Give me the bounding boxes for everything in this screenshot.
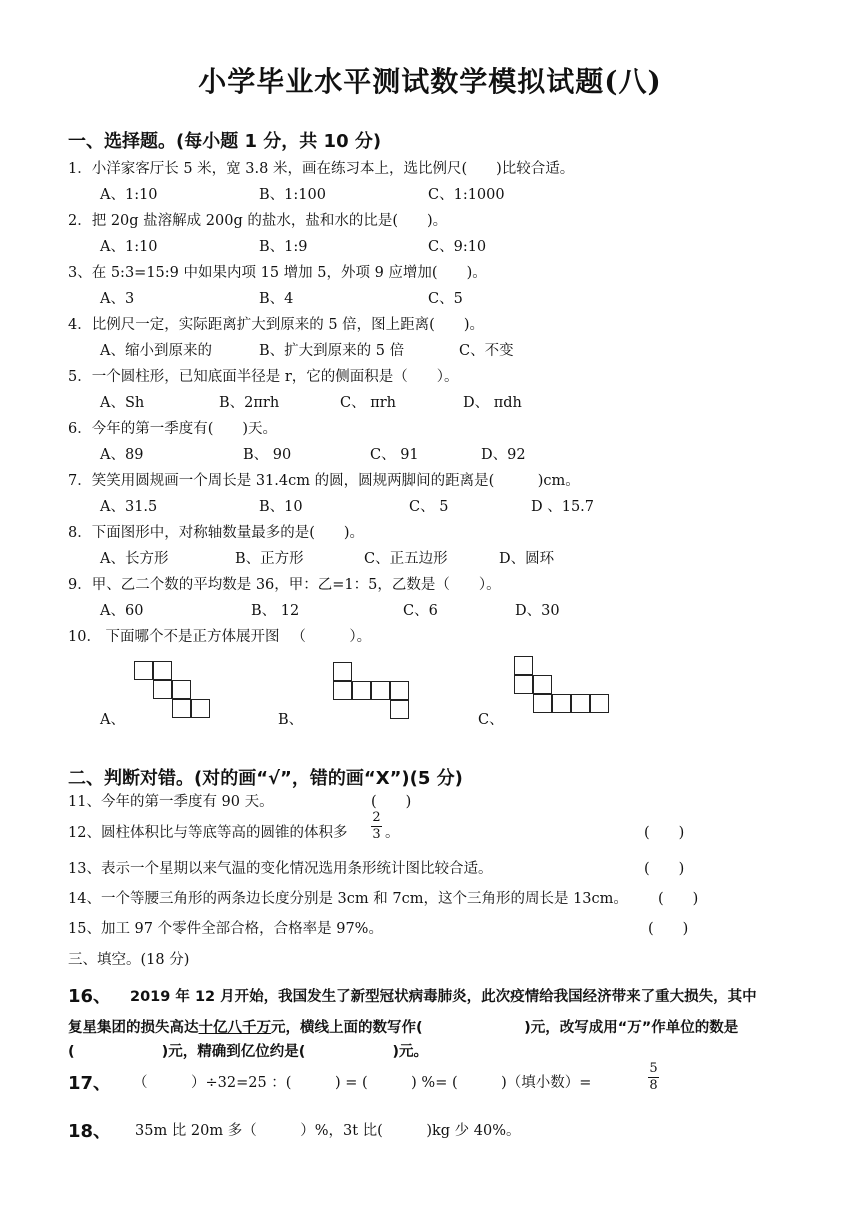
q17-frac-den: 8	[649, 1078, 658, 1093]
q5-opt-a: A、Sh	[100, 395, 145, 411]
page-title: 小学毕业水平测试数学模拟试题(八)	[198, 65, 662, 98]
q8-opt-b: B、正方形	[235, 551, 304, 567]
q7-opt-c: C、 5	[409, 499, 449, 515]
q16-number: 16、	[68, 986, 112, 1007]
q5-stem: 5．一个圆柱形，已知底面半径是 r，它的侧面积是（ ）。	[68, 369, 459, 385]
q12-text: 12、圆柱体积比与等底等高的圆锥的体积多	[68, 825, 348, 841]
q2-opt-b: B、1:9	[259, 239, 308, 255]
q7-opt-b: B、10	[259, 499, 303, 515]
q2-stem: 2．把 20g 盐溶解成 200g 的盐水，盐和水的比是( )。	[68, 213, 448, 229]
q6-stem: 6．今年的第一季度有( )天。	[68, 421, 278, 437]
q4-stem: 4．比例尺一定，实际距离扩大到原来的 5 倍，图上距离( )。	[68, 317, 484, 333]
q16-line1: 2019 年 12 月开始，我国发生了新型冠状病毒肺炎，此次疫情给我国经济带来了重大损失，其中	[130, 989, 757, 1005]
q1-stem: 1．小洋家客厅长 5 米，宽 3.8 米，画在练习本上，选比例尺( )比较合适。	[68, 161, 575, 177]
q16-line2-b: 元，横线上面的数写作( )元，改写成用“万”作单位的数是	[271, 1020, 739, 1036]
q9-opt-d: D、30	[515, 603, 560, 619]
q3-opt-a: A、3	[100, 291, 135, 307]
q5-opt-c: C、 πrh	[340, 395, 397, 411]
q12-bracket: ( )	[644, 825, 685, 841]
q4-opt-a: A、缩小到原来的	[100, 343, 212, 359]
section1-heading: 一、选择题。(每小题 1 分，共 10 分)	[68, 131, 382, 152]
q16-underlined-number: 十亿八千万	[198, 1020, 271, 1036]
q7-opt-d: D 、15.7	[531, 499, 595, 515]
q17-fraction	[648, 1062, 659, 1093]
q1-opt-a: A、1:10	[100, 187, 158, 203]
q13-text: 13、表示一个星期以来气温的变化情况选用条形统计图比较合适。	[68, 861, 493, 877]
q6-opt-d: D、92	[481, 447, 526, 463]
q10-opt-b: B、	[278, 712, 304, 728]
q18-text: 35m 比 20m 多（ ）%，3t 比( )kg 少 40%。	[135, 1123, 521, 1139]
q8-opt-c: C、正五边形	[364, 551, 448, 567]
q12-fraction	[371, 811, 382, 842]
section2-heading: 二、判断对错。(对的画“√”，错的画“X”)(5 分)	[68, 768, 463, 789]
q9-opt-c: C、6	[403, 603, 438, 619]
q16-line3: ( )元，精确到亿位约是( )元。	[68, 1044, 429, 1060]
q13-bracket: ( )	[644, 861, 685, 877]
q9-stem: 9．甲、乙二个数的平均数是 36，甲：乙=1：5，乙数是（ ）。	[68, 577, 501, 593]
q6-opt-a: A、89	[100, 447, 144, 463]
q1-opt-c: C、1:1000	[428, 187, 505, 203]
q10-opt-c: C、	[478, 712, 504, 728]
q8-stem: 8．下面图形中，对称轴数量最多的是( )。	[68, 525, 365, 541]
q2-opt-c: C、9:10	[428, 239, 487, 255]
q14-bracket: ( )	[658, 891, 699, 907]
q9-opt-a: A、60	[100, 603, 144, 619]
q4-opt-c: C、不变	[459, 343, 514, 359]
q10-stem: 10． 下面哪个不是正方体展开图 （ ）。	[68, 629, 372, 645]
q6-opt-b: B、 90	[243, 447, 292, 463]
q11-text: 11、今年的第一季度有 90 天。	[68, 794, 274, 810]
q3-stem: 3、在 5:3=15:9 中如果内项 15 增加 5，外项 9 应增加( )。	[68, 265, 487, 281]
q16-line2	[68, 1016, 738, 1037]
q12-frac-num: 2	[372, 810, 381, 825]
q12-frac-den: 3	[372, 827, 381, 842]
q3-opt-b: B、4	[259, 291, 294, 307]
q7-opt-a: A、31.5	[100, 499, 158, 515]
q15-bracket: ( )	[648, 921, 689, 937]
q17-number: 17、	[68, 1073, 112, 1094]
q8-opt-a: A、长方形	[100, 551, 169, 567]
q8-opt-d: D、圆环	[499, 551, 555, 567]
q18-number: 18、	[68, 1121, 112, 1142]
q6-opt-c: C、 91	[370, 447, 419, 463]
q14-text: 14、一个等腰三角形的两条边长度分别是 3cm 和 7cm，这个三角形的周长是 13cm。	[68, 891, 628, 907]
section3-heading: 三、填空。(18 分)	[68, 952, 190, 968]
q11-bracket: ( )	[371, 794, 412, 810]
q15-text: 15、加工 97 个零件全部合格，合格率是 97%。	[68, 921, 383, 937]
q1-opt-b: B、1:100	[259, 187, 326, 203]
q3-opt-c: C、5	[428, 291, 463, 307]
q7-stem: 7．笑笑用圆规画一个周长是 31.4cm 的圆，圆规两脚间的距离是( )cm。	[68, 473, 580, 489]
q5-opt-b: B、2πrh	[219, 395, 280, 411]
q17-frac-num: 5	[649, 1061, 658, 1076]
q17-text: （ ）÷32=25 ：( ) = ( ) %= ( )（填小数）=	[133, 1075, 592, 1091]
q5-opt-d: D、 πdh	[463, 395, 522, 411]
q16-line2-a: 复星集团的损失高达	[68, 1020, 199, 1036]
q9-opt-b: B、 12	[251, 603, 300, 619]
q2-opt-a: A、1:10	[100, 239, 158, 255]
q4-opt-b: B、扩大到原来的 5 倍	[259, 343, 405, 359]
q10-opt-a: A、	[100, 712, 125, 728]
q12-after: 。	[385, 825, 400, 841]
